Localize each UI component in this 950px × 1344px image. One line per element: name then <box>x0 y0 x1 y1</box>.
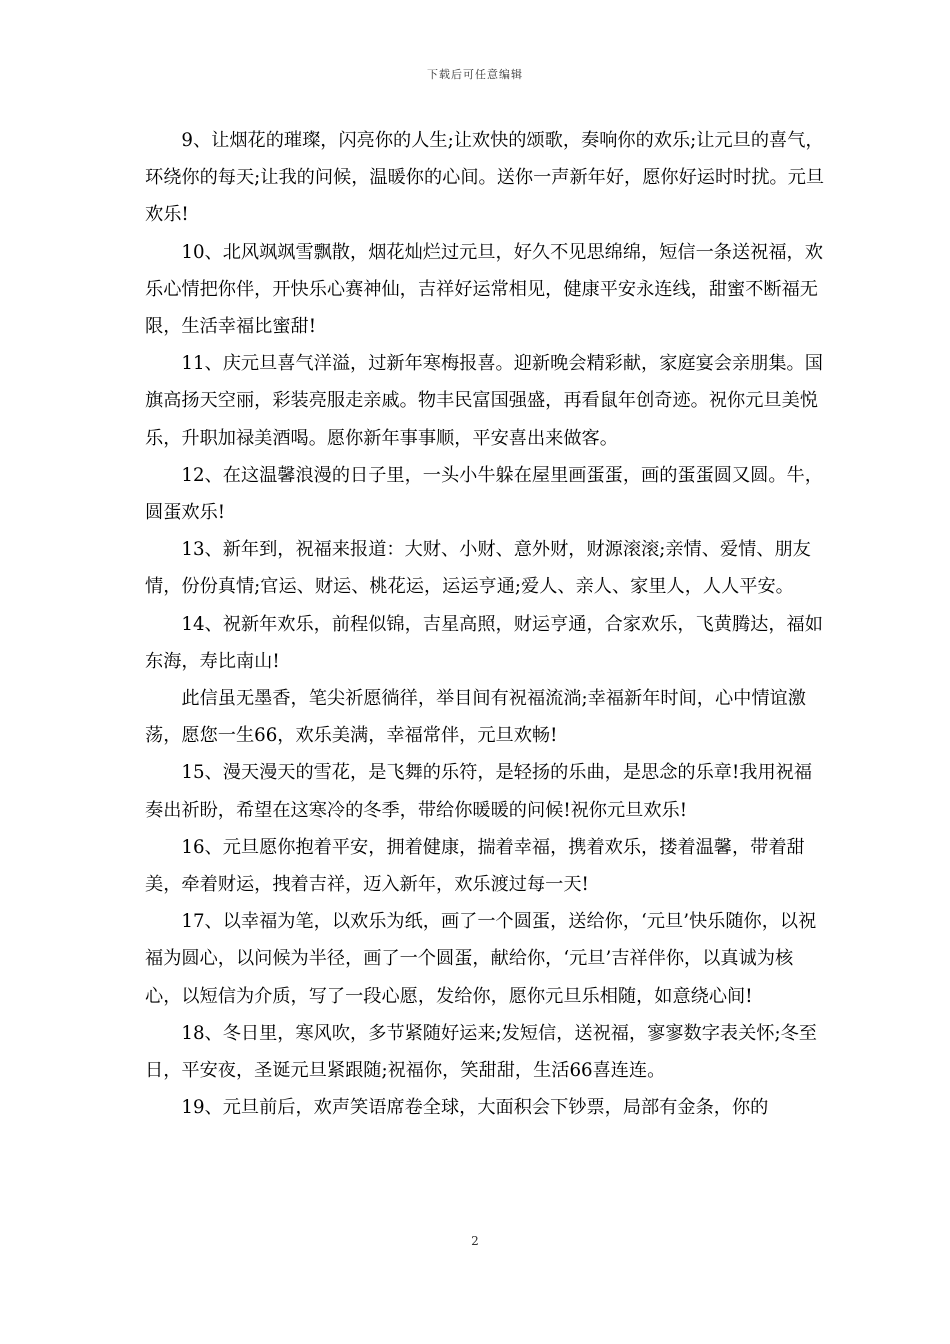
paragraph-10: 10、北风飒飒雪飘散，烟花灿烂过元旦，好久不见思绵绵，短信一条送祝福，欢乐心情把你伴，开快乐心赛神仙，吉祥好运常相见，健康平安永连线，甜蜜不断福无限，生活幸福比蜜甜! <box>145 241 823 338</box>
paragraph-12: 12、在这温馨浪漫的日子里，一头小牛躲在屋里画蛋蛋，画的蛋蛋圆又圆。牛，圆蛋欢乐! <box>145 464 823 524</box>
paragraph-15: 15、漫天漫天的雪花，是飞舞的乐符，是轻扬的乐曲，是思念的乐章!我用祝福奏出祈盼，希望在这寒冷的冬季，带给你暖暖的问候!祝你元旦欢乐! <box>145 762 813 821</box>
paragraph-16: 16、元旦愿你抱着平安，拥着健康，揣着幸福，携着欢乐，搂着温馨，带着甜美，牵着财运，拽着吉祥，迈入新年，欢乐渡过每一天! <box>145 836 805 896</box>
paragraph-9: 9、让烟花的璀璨，闪亮你的人生;让欢快的颂歌，奏响你的欢乐;让元旦的喜气，环绕你的每天;让我的问候，温暖你的心间。送你一声新年好，愿你好运时时扰。元旦欢乐! <box>145 130 825 226</box>
paragraph-11: 11、庆元旦喜气洋溢，过新年寒梅报喜。迎新晚会精彩献，家庭宴会亲朋集。国旗高扬天空丽，彩装亮服走亲戚。物丰民富国强盛，再看鼠年创奇迹。祝你元旦美悦乐，升职加禄美酒喝。愿你新年事事顺，平安喜出来做客。 <box>145 353 823 449</box>
paragraph-letter: 此信虽无墨香，笔尖祈愿徜徉，举目间有祝福流淌;幸福新年时间，心中情谊激荡，愿您一生66，欢乐美满，幸福常伴，元旦欢畅! <box>145 688 806 747</box>
paragraph-13: 13、新年到，祝福来报道：大财、小财、意外财，财源滚滚;亲情、爱情、朋友情，份份真情;官运、财运、桃花运，运运亨通;爱人、亲人、家里人，人人平安。 <box>145 539 811 598</box>
header-note: 下载后可任意编辑 <box>427 68 523 81</box>
document-body <box>145 122 825 1126</box>
paragraph-18: 18、冬日里，寒风吹，多节紧随好运来;发短信，送祝福，寥寥数字表关怀;冬至日，平安夜，圣诞元旦紧跟随;祝福你，笑甜甜，生活66喜连连。 <box>145 1022 817 1082</box>
page-number: 2 <box>471 1234 479 1248</box>
paragraph-14: 14、祝新年欢乐，前程似锦，吉星高照，财运亨通，合家欢乐，飞黄腾达，福如东海，寿比南山! <box>145 613 823 672</box>
paragraph-17: 17、以幸福为笔，以欢乐为纸，画了一个圆蛋，送给你，‘元旦’快乐随你，以祝福为圆心，以问候为半径，画了一个圆蛋，献给你，‘元旦’吉祥伴你，以真诚为核心，以短信为介质，写了一段心愿，发给你，愿你元旦乐相随，如意绕心间! <box>145 911 817 1007</box>
paragraph-19: 19、元旦前后，欢声笑语席卷全球，大面积会下钞票，局部有金条，你的 <box>181 1097 769 1119</box>
